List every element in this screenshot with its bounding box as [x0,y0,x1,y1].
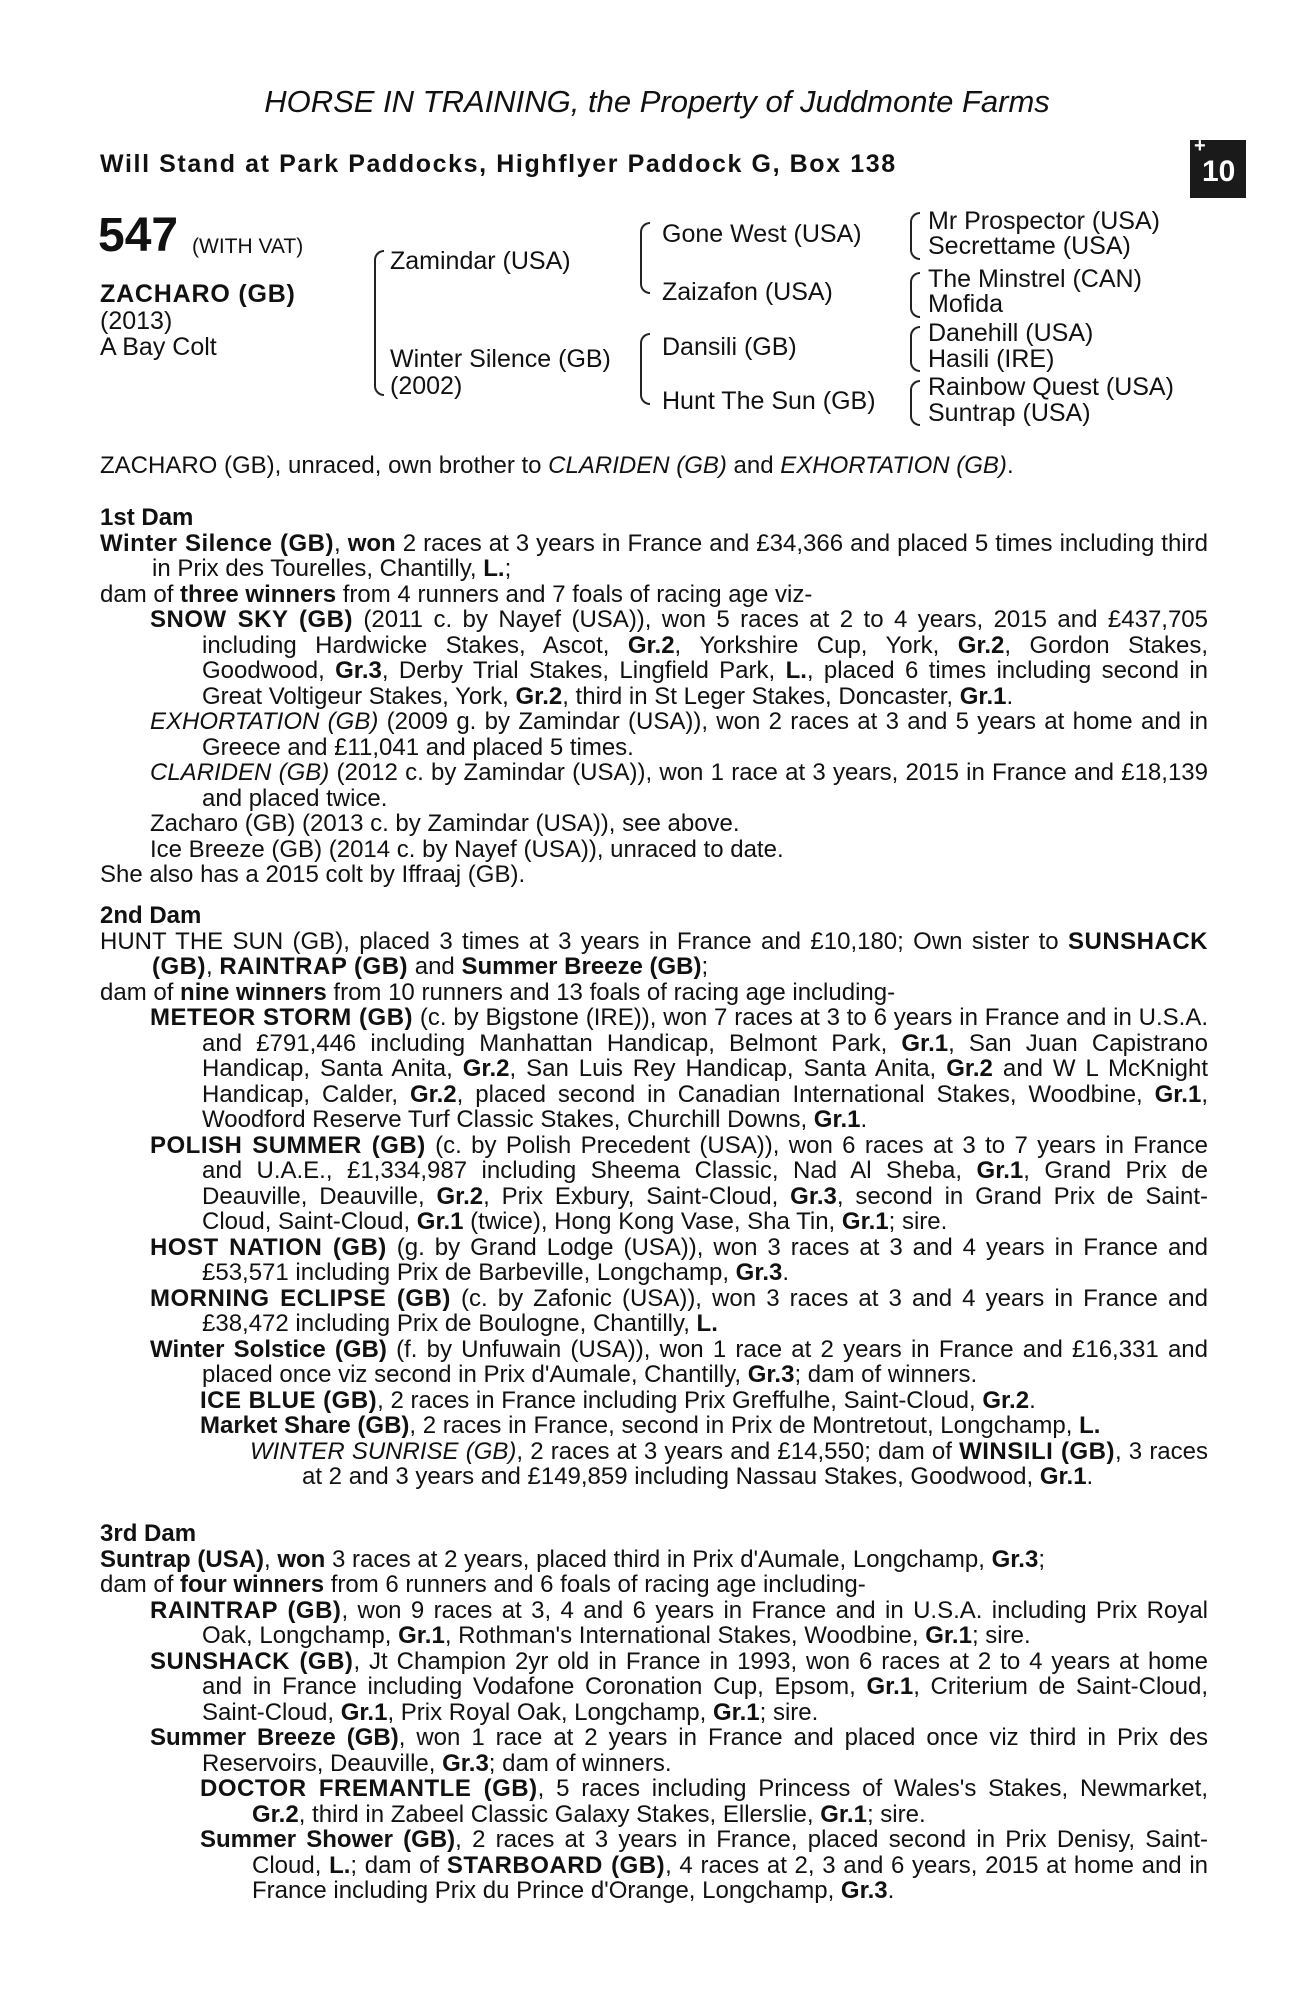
third-dam-section [100,1521,1208,1904]
second-dam-foal: POLISH SUMMER (GB) (c. by Polish Precedent (USA)), won 6 races at 3 to 7 years in France and U.A.E., £1,334,987 including Sheema Classic, Nad Al Sheba, Gr.1, Grand Prix de Deauville, Deauville, Gr.2, Prix Exbury, Saint-Cloud, Gr.3, second in Grand Prix de Saint-Cloud, Saint-Cloud, Gr.1 (twice), Hong Kong Vase, Sha Tin, Gr.1; sire. [150,1131,1209,1235]
pedigree-dam-year: (2002) [390,372,463,400]
pedigree-bracket-sire [640,222,650,294]
pedigree-ssd: Secrettame (USA) [928,232,1131,260]
pedigree-sds: The Minstrel (CAN) [928,265,1142,293]
intro-line: ZACHARO (GB), unraced, own brother to CLARIDEN (GB) and EXHORTATION (GB). [100,452,1014,479]
third-dam-foal: RAINTRAP (GB), won 9 races at 3, 4 and 6 years in France and in U.S.A. including Prix Royal Oak, Longchamp, Gr.1, Rothman's International Stakes, Woodbine, Gr.1; sire. [150,1596,1209,1649]
second-dam-grand-foal: Market Share (GB), 2 races in France, second in Prix de Montretout, Longchamp, L. [200,1412,1101,1439]
second-dam-foal: HOST NATION (GB) (g. by Grand Lodge (USA)), won 3 races at 3 and 4 years in France and £53,571 including Prix de Barbeville, Longchamp, Gr.3. [150,1233,1209,1286]
pedigree-bracket-sd [910,272,920,318]
second-dam-foal: METEOR STORM (GB) (c. by Bigstone (IRE)), won 7 races at 3 to 6 years in France and in U.S.A. and £791,446 including Manhattan Handicap, Belmont Park, Gr.1, San Juan Capistrano Handicap, Santa Anita, Gr.2, San Luis Rey Handicap, Santa Anita, Gr.2 and W L McKnight Handicap, Calder, Gr.2, placed second in Canadian International Stakes, Woodbine, Gr.1, Woodford Reserve Turf Classic Stakes, Churchill Downs, Gr.1. [150,1004,1208,1133]
lot-number: 547 [98,209,179,262]
first-dam-foal: SNOW SKY (GB) (2011 c. by Nayef (USA)), won 5 races at 2 to 4 years, 2015 and £437,705 including Hardwicke Stakes, Ascot, Gr.2, Yorkshire Cup, York, Gr.2, Gordon Stakes, Goodwood, Gr.3, Derby Trial Stakes, Lingfield Park, L., placed 6 times including second in Great Voltigeur Stakes, York, Gr.2, third in St Leger Stakes, Doncaster, Gr.1. [150,606,1209,710]
pedigree-dam: Winter Silence (GB) [390,345,611,373]
third-dam-grand-foal: Summer Shower (GB), 2 races at 3 years in France, placed second in Prix Denisy, Saint-Cloud, L.; dam of STARBOARD (GB), 4 races at 2, 3 and 6 years, 2015 at home and in France including Prix du Prince d'Orange, Longchamp, Gr.3. [200,1826,1209,1904]
pedigree-sire-sire: Gone West (USA) [662,220,862,248]
second-dam-section [100,903,1208,1490]
pedigree-dam-dam: Hunt The Sun (GB) [662,387,876,415]
third-dam-foal: SUNSHACK (GB), Jt Champion 2yr old in France in 1993, won 6 races at 2 to 4 years at home and in France including Vodafone Coronation Cup, Epsom, Gr.1, Criterium de Saint-Cloud, Saint-Cloud, Gr.1, Prix Royal Oak, Longchamp, Gr.1; sire. [150,1647,1208,1726]
first-dam-foal: EXHORTATION (GB) (2009 g. by Zamindar (USA)), won 2 races at 3 and 5 years at home and in Greece and £11,041 and placed 5 times. [150,708,1208,761]
pedigree-dsd: Hasili (IRE) [928,345,1055,373]
third-dam-produce: dam of four winners from 6 runners and 6 foals of racing age including- [100,1571,866,1598]
second-dam-foal: Winter Solstice (GB) (f. by Unfuwain (USA)), won 1 race at 2 years in France and £16,331 and placed once viz second in Prix d'Aumale, Chantilly, Gr.3; dam of winners. [150,1335,1208,1388]
horse-desc: A Bay Colt [100,333,217,361]
badge-number: 10 [1202,155,1236,188]
third-dam-record: Suntrap (USA), won 3 races at 2 years, placed third in Prix d'Aumale, Longchamp, Gr.3; [100,1545,1045,1573]
first-dam-section [100,505,1208,888]
third-dam-grand-foal: DOCTOR FREMANTLE (GB), 5 races including Princess of Wales's Stakes, Newmarket, Gr.2, third in Zabeel Classic Galaxy Stakes, Ellerslie, Gr.1; sire. [200,1775,1208,1828]
second-dam-foal: MORNING ECLIPSE (GB) (c. by Zafonic (USA)), won 3 races at 3 and 4 years in France and £38,472 including Prix de Boulogne, Chantilly, L. [150,1284,1208,1337]
pedigree-sdd: Mofida [928,290,1004,318]
page-title: HORSE IN TRAINING, the Property of Juddmonte Farms [264,84,1050,119]
pedigree-sss: Mr Prospector (USA) [928,207,1160,235]
pedigree-sire: Zamindar (USA) [390,247,571,275]
horse-year: (2013) [100,307,173,335]
first-dam-heading: 1st Dam [100,504,194,531]
second-dam-record: HUNT THE SUN (GB), placed 3 times at 3 years in France and £10,180; Own sister to SUNSHACK (GB), RAINTRAP (GB) and Summer Breeze (GB); [100,927,1208,980]
lot-badge [1190,135,1246,198]
pedigree-sire-dam: Zaizafon (USA) [662,278,833,306]
first-dam-foal: Ice Breeze (GB) (2014 c. by Nayef (USA)), unraced to date. [150,835,784,863]
pedigree-bracket-ss [910,212,920,260]
third-dam-heading: 3rd Dam [100,1520,197,1547]
second-dam-heading: 2nd Dam [100,902,202,929]
pedigree-ddd: Suntrap (USA) [928,399,1091,427]
second-dam-grand-foal: WINTER SUNRISE (GB), 2 races at 3 years and £14,550; dam of WINSILI (GB), 3 races at 2 and 3 years and £149,859 including Nassau Stakes, Goodwood, Gr.1. [250,1437,1209,1490]
third-dam-foal: Summer Breeze (GB), won 1 race at 2 years in France and placed once viz third in Prix des Reservoirs, Deauville, Gr.3; dam of winners. [150,1724,1208,1777]
first-dam-foal: Zacharo (GB) (2013 c. by Zamindar (USA)), see above. [150,810,740,837]
pedigree-bracket-ds [910,326,920,372]
pedigree-bracket-gen1 [374,250,384,396]
pedigree-bracket-dam [640,333,650,405]
horse-name: ZACHARO (GB) [100,280,296,308]
stand-location: Will Stand at Park Paddocks, Highflyer Paddock G, Box 138 [100,150,897,178]
pedigree-dds: Rainbow Quest (USA) [928,373,1174,401]
pedigree-dam-sire: Dansili (GB) [662,333,797,361]
pedigree-dss: Danehill (USA) [928,319,1094,347]
second-dam-grand-foal: ICE BLUE (GB), 2 races in France including Prix Greffulhe, Saint-Cloud, Gr.2. [200,1386,1036,1414]
first-dam-note: She also has a 2015 colt by Iffraaj (GB). [100,861,526,888]
second-dam-produce: dam of nine winners from 10 runners and 13 foals of racing age including- [100,978,896,1006]
first-dam-foal: CLARIDEN (GB) (2012 c. by Zamindar (USA)), won 1 race at 3 years, 2015 in France and £18,139 and placed twice. [150,759,1208,812]
first-dam-produce: dam of three winners from 4 runners and 7 foals of racing age viz- [100,580,813,608]
badge-plus: + [1194,135,1206,157]
first-dam-record: Winter Silence (GB), won 2 races at 3 years in France and £34,366 and placed 5 times including third in Prix des Tourelles, Chantilly, L.; [100,529,1208,582]
pedigree-bracket-dd [910,380,920,426]
lot-vat: (WITH VAT) [192,235,304,258]
